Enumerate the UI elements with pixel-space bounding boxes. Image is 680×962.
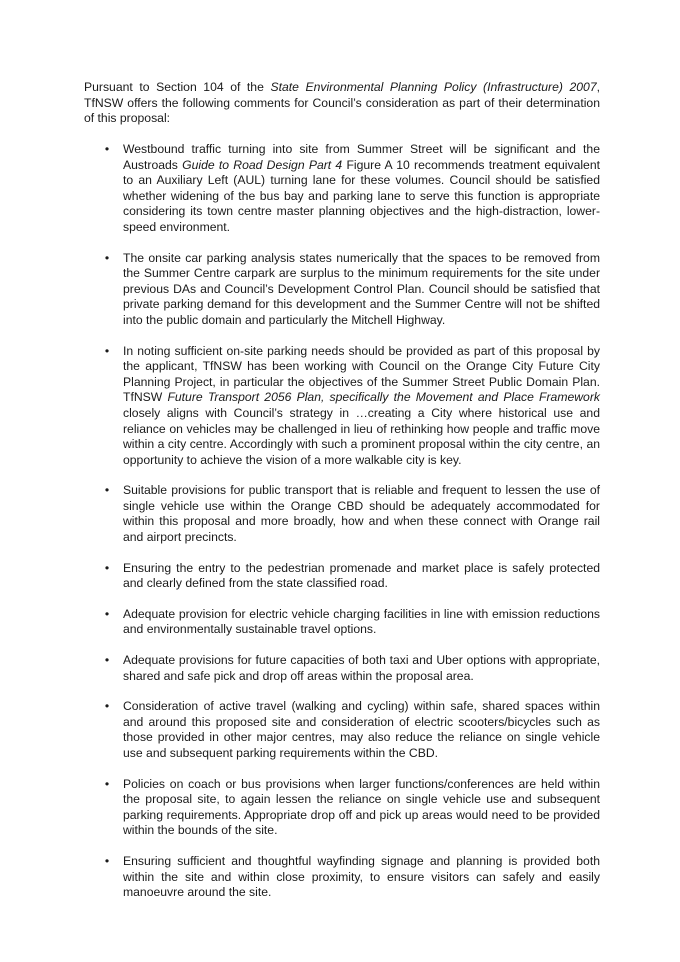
intro-paragraph — [84, 80, 600, 127]
intro-policy-title: State Environmental Planning Policy (Infrastructure) 2007 — [270, 80, 597, 94]
comment-text: Consideration of active travel (walking and cycling) within safe, shared spaces within and around this proposed site and consideration of electric scooters/bicycles such as those provided in other major centres, may also reduce the reliance on single vehicle use and subsequent parking requirements within the CBD. — [123, 699, 600, 760]
comment-text-end: closely aligns with Council’s strategy in …creating a City where historical use and reliance on vehicles may be challenged in lieu of rethinking how people and traffic move within a city centre. Accordingly with such a prominent proposal within the city centre, an opportunity to achieve the vision of a more walkable city is key. — [123, 405, 600, 467]
comment-text: Suitable provisions for public transport that is reliable and frequent to lessen the use of single vehicle use within the Orange CBD should be adequately accommodated for within this proposal and more broadly, how and when these connect with Orange rail and airport precincts. — [123, 483, 600, 545]
bullet-icon: • — [104, 606, 110, 621]
comment-item-9 — [84, 777, 600, 839]
comment-text: Westbound traffic turning into site from Summer Street will be significant and the Austroads — [123, 142, 600, 172]
bullet-icon: • — [104, 343, 110, 358]
comment-text: Adequate provision for electric vehicle charging facilities in line with emission reductions and environmentally sustainable travel options. — [123, 606, 600, 637]
comment-item-10 — [84, 854, 600, 901]
bullet-icon: • — [104, 653, 110, 668]
comments-list — [84, 142, 600, 916]
bullet-icon: • — [104, 560, 110, 575]
comment-item-1 — [84, 142, 600, 236]
bullet-icon: • — [104, 853, 110, 868]
intro-text-end: , TfNSW offers the following comments for Council’s consideration as part of their determination of this proposal: — [84, 80, 600, 126]
bullet-icon: • — [104, 699, 110, 714]
comment-item-4 — [84, 483, 600, 545]
comment-text: The onsite car parking analysis states numerically that the spaces to be removed from the Summer Centre carpark are surplus to the minimum requirements for the site under previous DAs and Council’s Development Control Plan. Council should be satisfied that private parking demand for this development and the Summer Centre will not be shifted into the public domain and particularly the Mitchell Highway. — [123, 250, 600, 327]
comment-item-6 — [84, 607, 600, 638]
comment-italic-text: Guide to Road Design Part 4 — [182, 157, 343, 172]
bullet-icon: • — [104, 142, 110, 156]
bullet-icon: • — [104, 250, 110, 265]
comment-item-5 — [84, 561, 600, 592]
comment-text: Ensuring sufficient and thoughtful wayfinding signage and planning is provided both within the site and within close proximity, to ensure visitors can safely and easily manoeuvre around the site. — [123, 853, 600, 900]
comment-item-8 — [84, 699, 600, 761]
comment-italic-text: Future Transport 2056 Plan, specifically the Movement and Place Framework — [167, 390, 600, 405]
comment-text: Policies on coach or bus provisions when larger functions/conferences are held within the proposal site, to again lessen the reliance on single vehicle use and subsequent parking requirements. Appropriate drop off and pick up areas would need to be provided within the bounds of the site. — [123, 776, 600, 838]
bullet-icon: • — [104, 483, 110, 498]
comment-item-2 — [84, 251, 600, 329]
bullet-icon: • — [104, 776, 110, 791]
comment-text: Ensuring the entry to the pedestrian promenade and market place is safely protected and clearly defined from the state classified road. — [123, 560, 600, 591]
comment-text: Adequate provisions for future capacities of both taxi and Uber options with appropriate, shared and safe pick and drop off areas within the proposal area. — [123, 653, 600, 683]
comment-text: In noting sufficient on-site parking needs should be provided as part of this proposal by the applicant, TfNSW has been working with Council on the Orange City Future City Planning Project, in particular the objectives of the Summer Street Public Domain Plan. TfNSW — [123, 343, 600, 405]
comment-item-7 — [84, 653, 600, 684]
comment-text-end: Figure A 10 recommends treatment equivalent to an Auxiliary Left (AUL) turning lane for these volumes. Council should be satisfied whether widening of the bus bay and parking lane to serve this function is appropriate considering its town centre master planning objectives and the high-distraction, lower-speed environment. — [123, 157, 600, 234]
intro-text-start: Pursuant to Section 104 of the — [84, 80, 271, 94]
comment-item-3 — [84, 344, 600, 469]
